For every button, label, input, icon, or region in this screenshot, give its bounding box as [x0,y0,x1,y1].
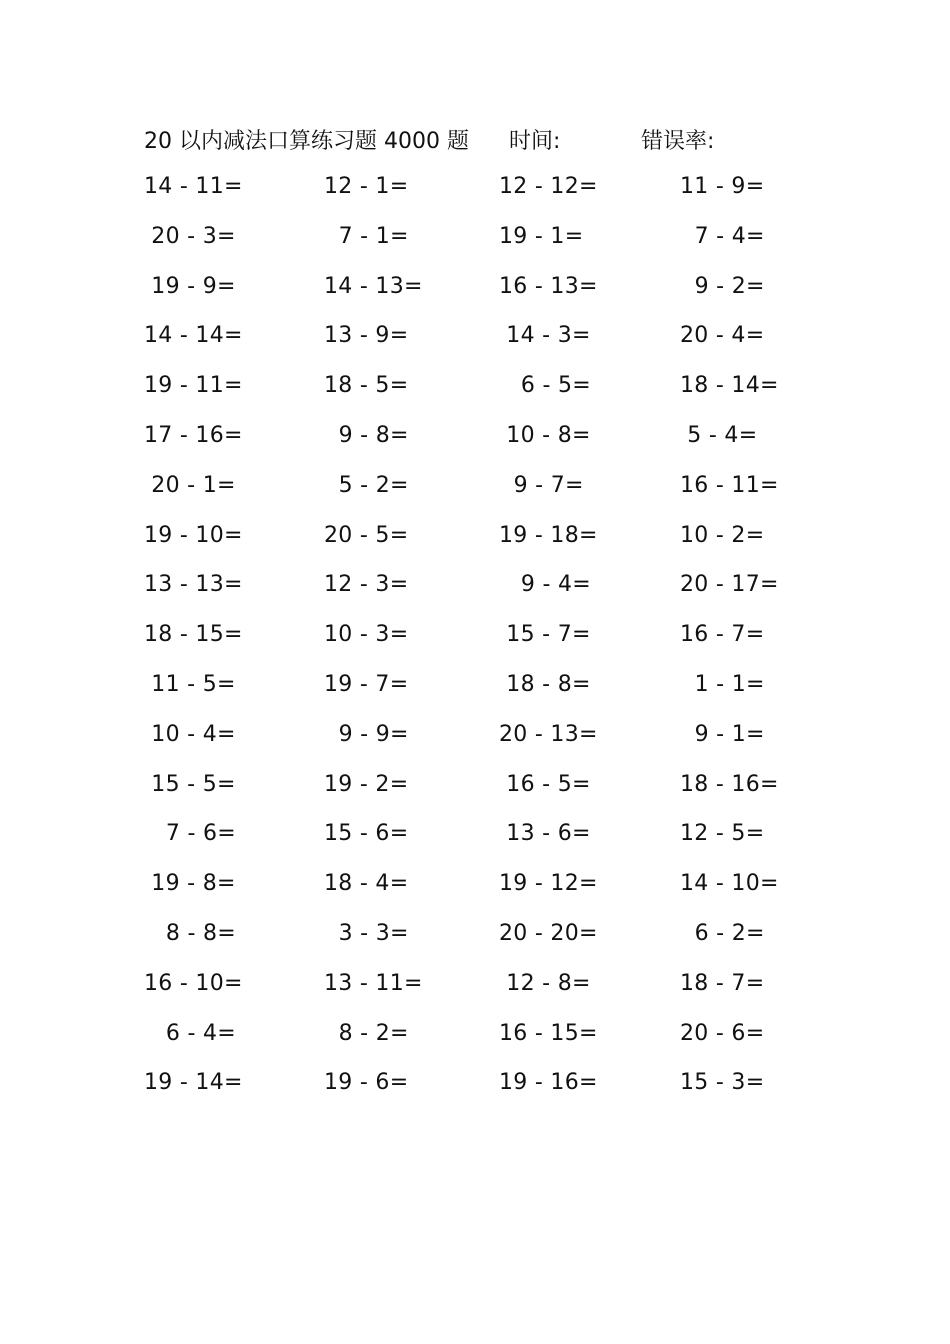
problem-cell: 9 - 8= [324,422,409,448]
worksheet-title: 20 以内减法口算练习题 4000 题 [144,129,469,154]
problem-row [0,166,950,216]
problem-cell: 6 - 4= [144,1020,237,1046]
problem-cell: 20 - 1= [144,472,236,498]
problem-row [0,614,950,664]
problem-cell: 18 - 7= [680,970,765,996]
problem-cell: 19 - 8= [144,871,236,897]
problem-cell: 18 - 16= [680,771,779,797]
problem-cell: 17 - 16= [144,422,243,448]
problem-cell: 19 - 11= [144,373,243,399]
problem-cell: 14 - 11= [144,174,243,199]
problem-row [0,515,950,565]
problem-cell: 7 - 4= [680,223,765,249]
worksheet-header [0,124,950,160]
problem-cell: 15 - 6= [324,821,409,847]
problem-cell: 12 - 3= [324,572,409,598]
problem-row [0,813,950,863]
problem-cell: 20 - 4= [680,323,765,349]
problem-cell: 12 - 5= [680,821,765,847]
problem-cell: 16 - 15= [499,1020,598,1046]
problem-row [0,963,950,1013]
problem-cell: 10 - 4= [144,721,236,747]
problem-cell: 11 - 5= [144,671,236,697]
problem-cell: 9 - 9= [324,721,409,747]
problem-cell: 19 - 18= [499,522,598,548]
problem-row [0,465,950,515]
problem-cell: 6 - 5= [499,373,592,399]
problem-row [0,913,950,963]
problem-cell: 14 - 13= [324,273,423,299]
problem-row [0,564,950,614]
problem-cell: 9 - 2= [680,273,765,299]
problem-cell: 20 - 5= [324,522,409,548]
problem-cell: 19 - 9= [144,273,236,299]
problem-cell: 12 - 8= [499,970,591,996]
problem-row [0,764,950,814]
problem-cell: 19 - 1= [499,223,584,249]
problem-cell: 20 - 13= [499,721,598,747]
problem-cell: 16 - 7= [680,622,765,648]
problem-cell: 5 - 2= [324,472,409,498]
error-rate-label: 错误率: [641,129,715,154]
problem-cell: 7 - 1= [324,223,409,249]
problem-cell: 20 - 17= [680,572,779,598]
problem-cell: 14 - 10= [680,871,779,897]
problem-row [0,365,950,415]
problem-cell: 3 - 3= [324,920,409,946]
problem-cell: 13 - 13= [144,572,243,598]
problem-cell: 10 - 3= [324,622,409,648]
problem-cell: 20 - 6= [680,1020,765,1046]
problem-cell: 16 - 13= [499,273,598,299]
problem-row [0,1062,950,1112]
problem-cell: 6 - 2= [680,920,765,946]
problem-cell: 20 - 3= [144,223,236,249]
problem-cell: 13 - 9= [324,323,409,349]
problem-cell: 1 - 1= [680,671,765,697]
problem-cell: 19 - 16= [499,1070,598,1096]
problem-cell: 10 - 2= [680,522,765,548]
problem-cell: 15 - 3= [680,1070,765,1096]
problem-cell: 9 - 1= [680,721,765,747]
problem-cell: 16 - 10= [144,970,243,996]
problem-cell: 18 - 4= [324,871,409,897]
problem-cell: 18 - 5= [324,373,409,399]
problem-cell: 19 - 2= [324,771,409,797]
problem-cell: 8 - 2= [324,1020,409,1046]
problem-cell: 19 - 12= [499,871,598,897]
problem-cell: 7 - 6= [144,821,237,847]
problem-cell: 11 - 9= [680,174,765,199]
problem-cell: 14 - 3= [499,323,591,349]
problem-cell: 9 - 7= [499,472,584,498]
problem-cell: 5 - 4= [680,422,758,448]
problem-cell: 13 - 11= [324,970,423,996]
problem-grid [0,166,950,1112]
problem-row [0,216,950,266]
problem-cell: 20 - 20= [499,920,598,946]
problem-row [0,415,950,465]
problem-cell: 10 - 8= [499,422,591,448]
problem-cell: 19 - 7= [324,671,409,697]
problem-cell: 15 - 5= [144,771,236,797]
problem-row [0,1013,950,1063]
problem-cell: 18 - 15= [144,622,243,648]
problem-cell: 15 - 7= [499,622,591,648]
problem-row [0,863,950,913]
problem-cell: 19 - 6= [324,1070,409,1096]
problem-cell: 8 - 8= [144,920,237,946]
problem-row [0,266,950,316]
problem-row [0,714,950,764]
problem-cell: 16 - 5= [499,771,591,797]
problem-cell: 16 - 11= [680,472,779,498]
problem-cell: 12 - 12= [499,174,598,199]
problem-cell: 9 - 4= [499,572,592,598]
time-label: 时间: [509,129,561,154]
problem-cell: 19 - 14= [144,1070,243,1096]
problem-cell: 12 - 1= [324,174,409,199]
problem-row [0,315,950,365]
problem-cell: 18 - 8= [499,671,591,697]
problem-cell: 19 - 10= [144,522,243,548]
problem-row [0,664,950,714]
problem-cell: 18 - 14= [680,373,779,399]
problem-cell: 14 - 14= [144,323,243,349]
problem-cell: 13 - 6= [499,821,591,847]
